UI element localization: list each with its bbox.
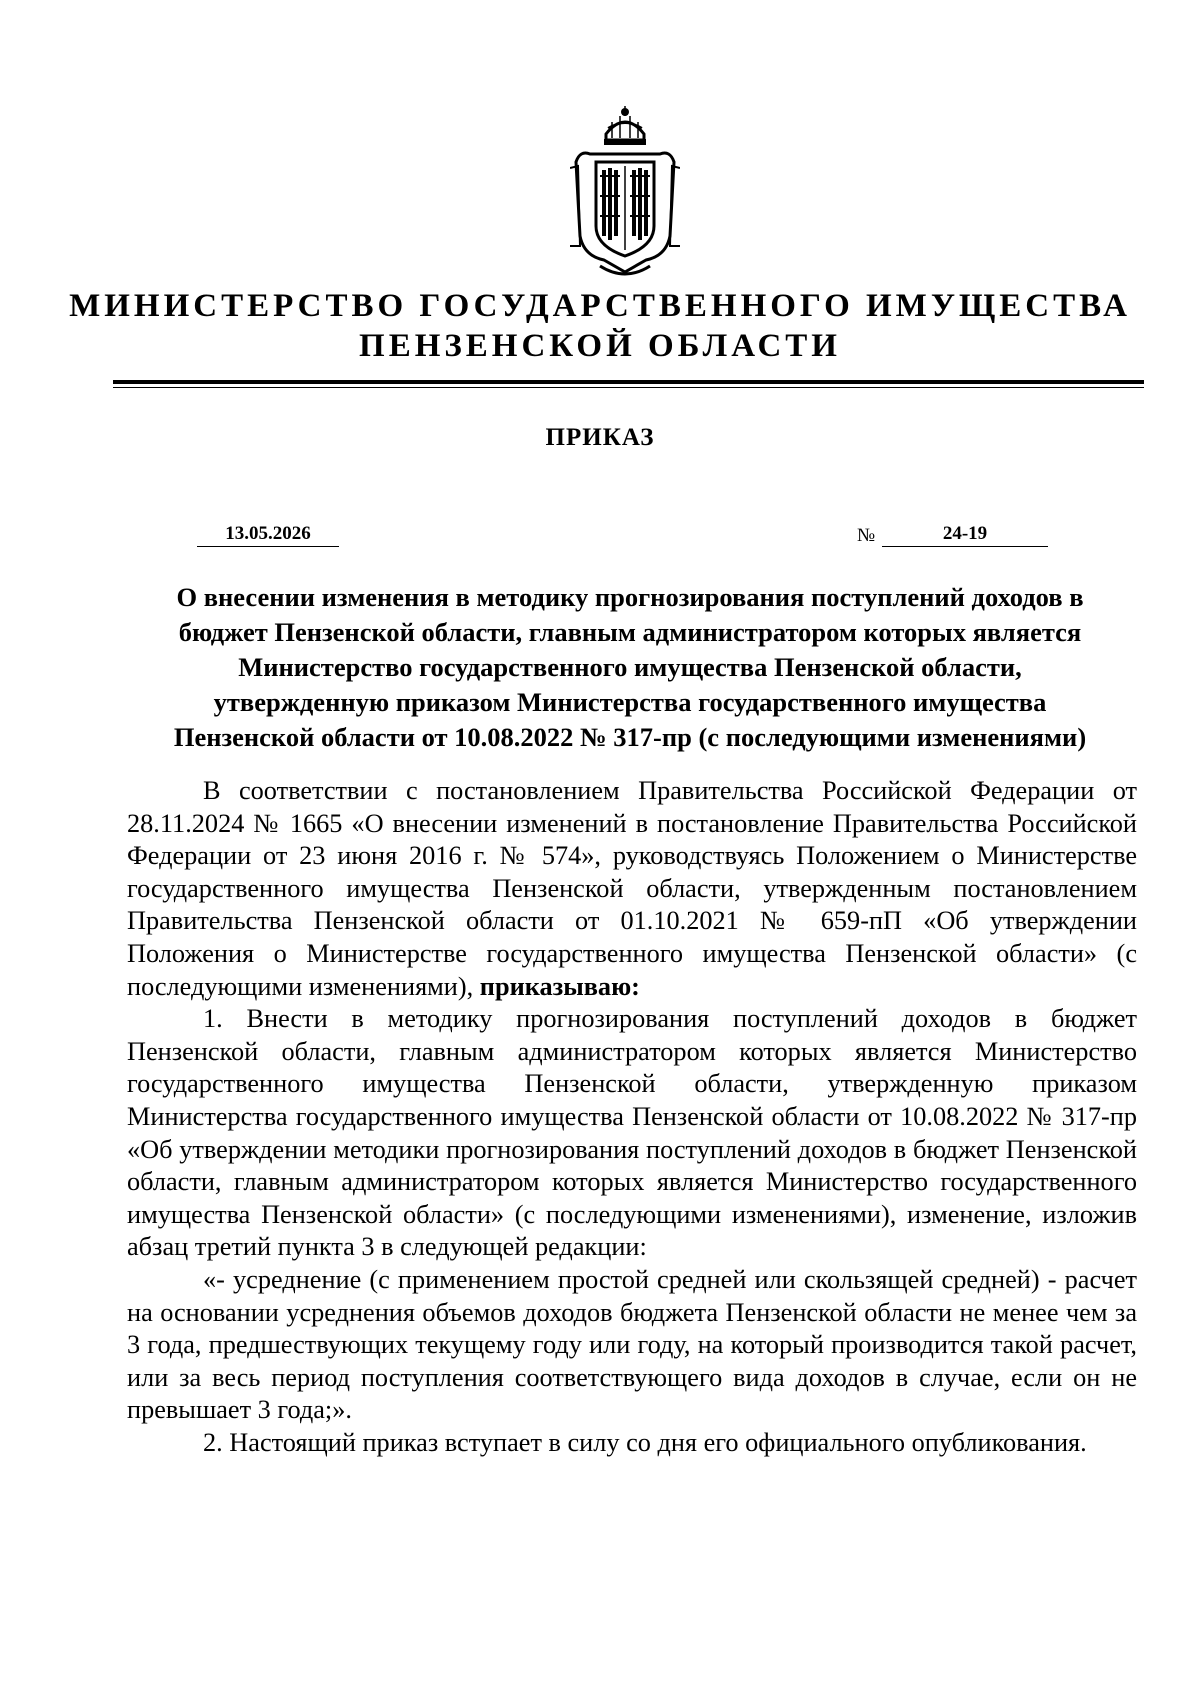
item-2-paragraph: 2. Настоящий приказ вступает в силу со дня его официального опубликования.: [203, 1427, 1087, 1457]
header-rule-thick: [113, 380, 1144, 384]
ministry-name-line1: МИНИСТЕРСТВО ГОСУДАРСТВЕННОГО ИМУЩЕСТВА: [69, 288, 1131, 324]
heading-line: утвержденную приказом Министерства государственного имущества: [213, 687, 1047, 717]
number-sign: №: [857, 525, 876, 546]
item-1-paragraph: 1. Внести в методику прогнозирования поступлений доходов в бюджет Пензенской области, главным администратором которых является Министерство государственного имущества Пензенской области, утвержденную приказом Министерства государственного имущества Пензенской области от 10.08.2022 № 317-пр «Об утверждении методики прогнозирования поступлений доходов в бюджет Пензенской области, главным администратором которых является Министерство государственного имущества Пензенской области» (с последующими изменениями), изменение, изложив абзац третий пункта 3 в следующей редакции:: [127, 1004, 1137, 1262]
heading-line: Министерство государственного имущества Пензенской области,: [238, 652, 1022, 682]
heading-line: Пензенской области от 10.08.2022 № 317-пр (с последующими изменениями): [173, 722, 1087, 752]
order-word: приказываю:: [479, 971, 640, 1001]
heading-line: О внесении изменения в методику прогнозирования поступлений доходов в: [176, 582, 1084, 612]
document-type-title: ПРИКАЗ: [545, 424, 655, 451]
header-rule-thin: [113, 387, 1144, 388]
document-body: [127, 775, 1137, 1459]
ministry-name-line2: ПЕНЗЕНСКОЙ ОБЛАСТИ: [359, 328, 841, 364]
preamble-paragraph: [127, 775, 1137, 1003]
document-heading: [120, 580, 1140, 755]
preamble-text: В соответствии с постановлением Правительства Российской Федерации от 28.11.2024 № 1665 «О внесении изменений в постановление Правительства Российской Федерации от 23 июня 2016 г. № 574», руководствуясь Положением о Министерстве государственного имущества Пензенской области, утвержденным постановлением Правительства Пензенской области от 01.10.2021 № 659-пП «Об утверждении Положения о Министерстве государственного имущества Пензенской области» (с последующими изменениями),: [127, 776, 1137, 1001]
quoted-paragraph: «- усреднение (с применением простой средней или скользящей средней) - расчет на основании усреднения объемов доходов бюджета Пензенской области не менее чем за 3 года, предшествующих текущему году или году, на который производится такой расчет, или за весь период поступления соответствующего вида доходов в случае, если он не превышает 3 года;».: [127, 1264, 1137, 1425]
coat-of-arms-icon: [570, 106, 680, 282]
heading-line: бюджет Пензенской области, главным администратором которых является: [178, 617, 1082, 647]
document-number: 24-19: [882, 522, 1048, 547]
document-date: 13.05.2026: [197, 522, 339, 547]
